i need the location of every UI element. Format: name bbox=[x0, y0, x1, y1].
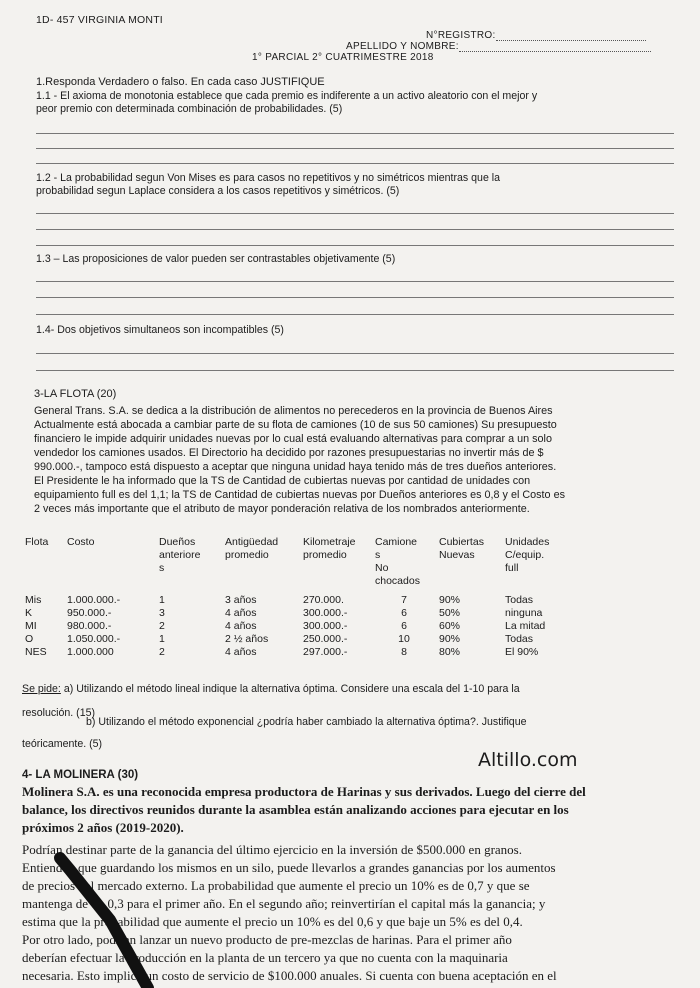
table-row bbox=[22, 633, 578, 646]
answer-line bbox=[36, 370, 674, 371]
cell: K bbox=[25, 607, 33, 619]
section1-title: 1.Responda Verdadero o falso. En cada caso JUSTIFIQUE bbox=[36, 76, 325, 88]
header-flota: Flota bbox=[25, 536, 49, 548]
molinera-line: próximos 2 años (2019-2020). bbox=[22, 820, 184, 835]
cell: 50% bbox=[439, 607, 461, 619]
flota-line: 990.000.-, tampoco está dispuesto a aceptar que ninguna unidad haya tenido más de tres dueños anteriores. bbox=[34, 461, 557, 473]
answer-line bbox=[36, 148, 674, 149]
section4-title: 4- LA MOLINERA (30) bbox=[22, 769, 139, 781]
table-row bbox=[22, 620, 578, 633]
q1-2-line2: probabilidad segun Laplace considera a los casos repetitivos y simétricos. (5) bbox=[36, 185, 400, 197]
section3-title: 3-LA FLOTA (20) bbox=[34, 388, 117, 400]
header-costo: Costo bbox=[67, 536, 95, 548]
registro-label: N°REGISTRO: bbox=[426, 30, 496, 41]
pen-stroke-mark bbox=[50, 850, 160, 988]
cell: 6 bbox=[401, 620, 407, 632]
flota-line: equipamiento full es del 1,1; la TS de Cantidad de cubiertas nuevas por Dueños anteriores es 0,8 y el Costo es bbox=[34, 489, 565, 501]
cell: 1.000.000.- bbox=[67, 594, 121, 606]
cell: 300.000.- bbox=[303, 620, 348, 632]
cell: NES bbox=[25, 646, 47, 658]
parcial-title: 1° PARCIAL 2° CUATRIMESTRE 2018 bbox=[252, 52, 434, 63]
cell: 1.050.000.- bbox=[67, 633, 121, 645]
cell: MI bbox=[25, 620, 37, 632]
cell: 10 bbox=[398, 633, 410, 645]
apellido-field bbox=[346, 41, 651, 52]
cell: 270.000. bbox=[303, 594, 344, 606]
cell: El 90% bbox=[505, 646, 539, 658]
flota-line: El Presidente le ha informado que la TS de Cantidad de cubiertas nuevas por cantidad de unidades con bbox=[34, 475, 531, 487]
q1-3: 1.3 – Las proposiciones de valor pueden ser contrastables objetivamente (5) bbox=[36, 253, 396, 265]
se-pide-a-line1 bbox=[22, 683, 520, 696]
flota-line: Actualmente está abocada a cambiar parte de su flota de camiones (10 de sus 50 camiones) Su presupuesto bbox=[34, 419, 557, 431]
cell: 300.000.- bbox=[303, 607, 348, 619]
flota-line: vendedor los camiones usados. El Directorio ha decidido por razones presupuestarias no invertir más de $ bbox=[34, 447, 544, 459]
cell: 90% bbox=[439, 633, 461, 645]
header-cubiertas: Cubiertas Nuevas bbox=[439, 536, 484, 561]
cell: 1 bbox=[159, 633, 165, 645]
cell: La mitad bbox=[505, 620, 546, 632]
item-a-line2: resolución. (15) bbox=[22, 707, 96, 719]
cell: 297.000.- bbox=[303, 646, 348, 658]
flota-line: General Trans. S.A. se dedica a la distribución de alimentos no perecederos en la provincia de Buenos Aires bbox=[34, 405, 553, 417]
table-row bbox=[22, 594, 578, 607]
registro-field bbox=[426, 30, 646, 41]
header-camiones: Camione s No chocados bbox=[375, 536, 420, 587]
answer-line bbox=[36, 163, 674, 164]
table-row bbox=[22, 607, 578, 620]
cell: 1 bbox=[159, 594, 165, 606]
q1-2-line1: 1.2 - La probabilidad segun Von Mises es para casos no repetitivos y no simétricos mientras que la bbox=[36, 172, 501, 184]
answer-line bbox=[36, 281, 674, 282]
molinera-line: Podrían destinar parte de la ganancia del último ejercicio en la inversión de $500.000 en granos. bbox=[22, 842, 522, 857]
cell: 2 bbox=[159, 620, 165, 632]
answer-line bbox=[36, 297, 674, 298]
altillo-watermark: Altillo.com bbox=[478, 749, 578, 771]
cell: 2 ½ años bbox=[225, 633, 269, 645]
cell: 2 bbox=[159, 646, 165, 658]
cell: 980.000.- bbox=[67, 620, 112, 632]
cell: 90% bbox=[439, 594, 461, 606]
cell: O bbox=[25, 633, 34, 645]
student-id-header: 1D- 457 VIRGINIA MONTI bbox=[36, 14, 163, 26]
cell: 3 años bbox=[225, 594, 257, 606]
molinera-line: necesaria. Esto implica un costo de servicio de $100.000 anuales. Si cuenta con buena aceptación en el bbox=[22, 968, 557, 983]
answer-line bbox=[36, 314, 674, 315]
answer-line bbox=[36, 133, 674, 134]
answer-line bbox=[36, 353, 674, 354]
cell: 4 años bbox=[225, 646, 257, 658]
cell: Mis bbox=[25, 594, 42, 606]
molinera-line: de precios del mercado externo. La probabilidad que aumente el precio un 10% es de 0,7 y que se bbox=[22, 878, 530, 893]
table-header-row bbox=[22, 536, 578, 588]
table-row bbox=[22, 646, 578, 659]
q1-1-line1: 1.1 - El axioma de monotonia establece que cada premio es indiferente a un activo aleatorio con el mejor y bbox=[36, 90, 538, 102]
cell: Todas bbox=[505, 594, 534, 606]
cell: 80% bbox=[439, 646, 461, 658]
cell: 950.000.- bbox=[67, 607, 112, 619]
cell: 1.000.000 bbox=[67, 646, 114, 658]
q1-4: 1.4- Dos objetivos simultaneos son incompatibles (5) bbox=[36, 324, 284, 336]
header-duenos: Dueños anteriore s bbox=[159, 536, 201, 574]
cell: 6 bbox=[401, 607, 407, 619]
cell: 8 bbox=[401, 646, 407, 658]
header-unidades: Unidades C/equip. full bbox=[505, 536, 550, 574]
cell: 250.000.- bbox=[303, 633, 348, 645]
apellido-blank bbox=[459, 51, 651, 52]
molinera-line: Molinera S.A. es una reconocida empresa productora de Harinas y sus derivados. Luego del cierre del bbox=[22, 784, 586, 799]
answer-line bbox=[36, 213, 674, 214]
apellido-label: APELLIDO Y NOMBRE: bbox=[346, 41, 459, 52]
flota-paragraph bbox=[34, 404, 684, 516]
se-pide-label: Se pide: bbox=[22, 683, 61, 695]
cell: Todas bbox=[505, 633, 534, 645]
answer-line bbox=[36, 245, 674, 246]
cell: 3 bbox=[159, 607, 165, 619]
molinera-line: deberían efectuar la producción en la planta de un tercero ya que no cuenta con la maquinaria bbox=[22, 950, 508, 965]
item-b-line2: teóricamente. (5) bbox=[22, 738, 103, 750]
molinera-line: balance, los directivos reunidos durante la asamblea están analizando acciones para ejecutar en los bbox=[22, 802, 569, 817]
item-a-text: a) Utilizando el método lineal indique la alternativa óptima. Considere una escala del 1-10 para la bbox=[63, 683, 520, 695]
molinera-line: estima que la probabilidad que aumente el precio un 10% es del 0,6 y que baje un 5% es del 0,4. bbox=[22, 914, 523, 929]
cell: 7 bbox=[401, 594, 407, 606]
answer-line bbox=[36, 229, 674, 230]
flota-line: 2 veces más importante que el atributo de mayor ponderación relativa de los nombrados anteriormente. bbox=[34, 503, 530, 515]
q1-1-line2: peor premio con determinada combinación de probabilidades. (5) bbox=[36, 103, 343, 115]
molinera-line: Por otro lado, podrían lanzar un nuevo producto de pre-mezclas de harinas. Para el primer año bbox=[22, 932, 512, 947]
molinera-line: mantenga de un 0,3 para el primer año. En el segundo año; reinvertirían el capital más la ganancia; y bbox=[22, 896, 546, 911]
cell: ninguna bbox=[505, 607, 543, 619]
flota-table bbox=[22, 536, 578, 659]
molinera-line: Entienden que guardando los mismos en un silo, puede llevarlos a grandes ganancias por los aumentos bbox=[22, 860, 556, 875]
header-kilometraje: Kilometraje promedio bbox=[303, 536, 356, 561]
cell: 4 años bbox=[225, 607, 257, 619]
flota-line: financiero le impide adquirir unidades nuevas por lo cual está evaluando alternativas para comprar a un solo bbox=[34, 433, 552, 445]
item-b-line1: b) Utilizando el método exponencial ¿podría haber cambiado la alternativa óptima?. Justifique bbox=[86, 716, 527, 728]
cell: 60% bbox=[439, 620, 461, 632]
cell: 4 años bbox=[225, 620, 257, 632]
header-antiguedad: Antigüedad promedio bbox=[225, 536, 279, 561]
